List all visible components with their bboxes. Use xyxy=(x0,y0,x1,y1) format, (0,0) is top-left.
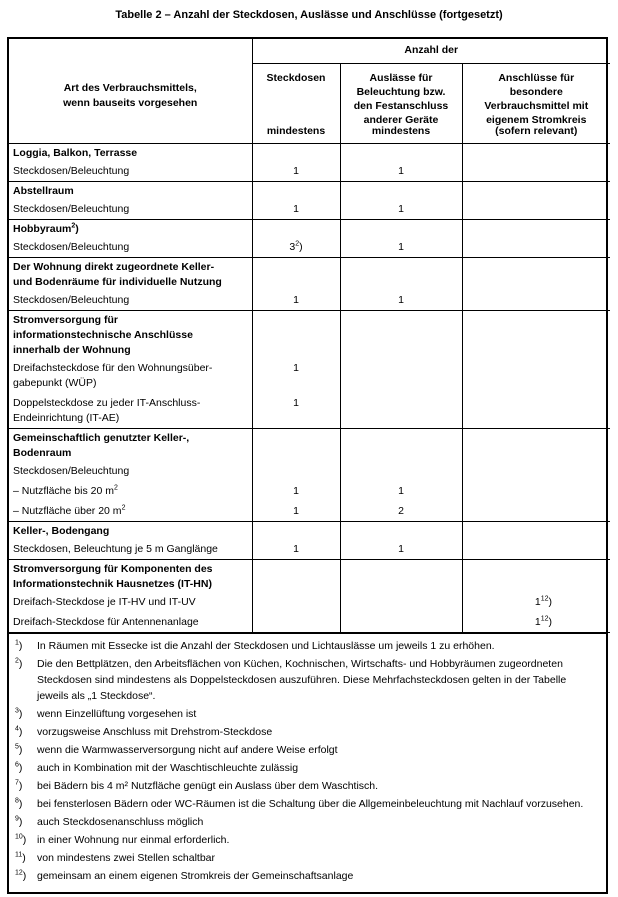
footnote xyxy=(15,814,600,830)
row-label: – Nutzfläche über 20 $m^2$ xyxy=(9,501,252,522)
table-row xyxy=(9,199,610,220)
section-heading-row xyxy=(9,521,610,539)
table-row xyxy=(9,461,610,481)
table-row xyxy=(9,592,610,612)
footnote xyxy=(15,656,600,704)
footnote xyxy=(15,724,600,740)
section-heading-row xyxy=(9,143,610,161)
footnote-mark: $^{10}$) xyxy=(15,833,27,846)
footnote-text: In Räumen mit Essecke ist die Anzahl der Steckdosen und Lichtauslässe um jeweils 1 zu erhöhen. xyxy=(37,639,495,652)
empty-cell xyxy=(340,428,462,461)
footnote-text: von mindestens zwei Stellen schaltbar xyxy=(37,851,216,864)
empty-cell xyxy=(252,219,340,237)
footnote-mark: $^8$) xyxy=(15,797,23,810)
header-anschluesse-label: Anschlüsse für besondere Verbrauchsmittel mit eigenem Stromkreis xyxy=(484,71,589,126)
footnote-mark: $^6$) xyxy=(15,761,23,774)
cell-steckdosen xyxy=(252,592,340,612)
empty-cell xyxy=(462,143,610,161)
section-heading: Loggia, Balkon, Terrasse xyxy=(9,143,252,161)
section-heading-row xyxy=(9,181,610,199)
cell-anschluesse: $1^{12}$) xyxy=(462,612,610,633)
section-heading: Stromversorgung für informationstechnische Anschlüsse innerhalb der Wohnung xyxy=(9,310,252,358)
empty-cell xyxy=(340,181,462,199)
cell-steckdosen: 1 xyxy=(252,358,340,393)
cell-steckdosen: 1 xyxy=(252,539,340,560)
footnote-text: bei fensterlosen Bädern oder WC-Räumen ist die Schaltung über die Allgemeinbeleuchtung mit Nachlauf vorzusehen. xyxy=(37,797,584,810)
empty-cell xyxy=(340,143,462,161)
footnotes xyxy=(9,633,606,892)
cell-steckdosen: $3^2$) xyxy=(252,237,340,258)
cell-steckdosen: 1 xyxy=(252,501,340,522)
cell-steckdosen: 1 xyxy=(252,199,340,220)
table-row xyxy=(9,612,610,633)
empty-cell xyxy=(340,310,462,358)
header-steckdosen xyxy=(252,63,340,143)
cell-anschluesse xyxy=(462,539,610,560)
footnote xyxy=(15,778,600,794)
footnote-mark: $^1$) xyxy=(15,639,23,652)
section-heading-row xyxy=(9,559,610,592)
section-heading: Keller-, Bodengang xyxy=(9,521,252,539)
table-row xyxy=(9,393,610,429)
section-heading-row xyxy=(9,310,610,358)
footnote xyxy=(15,706,600,722)
table-row xyxy=(9,237,610,258)
cell-anschluesse xyxy=(462,481,610,501)
footnote xyxy=(15,832,600,848)
footnote-mark: $^7$) xyxy=(15,779,23,792)
empty-cell xyxy=(340,521,462,539)
row-label: Steckdosen/Beleuchtung xyxy=(9,199,252,220)
cell-anschluesse xyxy=(462,237,610,258)
empty-cell xyxy=(252,257,340,290)
table-row xyxy=(9,539,610,560)
section-heading: Abstellraum xyxy=(9,181,252,199)
row-label: Steckdosen/Beleuchtung xyxy=(9,237,252,258)
cell-steckdosen: 1 xyxy=(252,481,340,501)
footnote xyxy=(15,796,600,812)
footnote xyxy=(15,638,600,654)
cell-anschluesse xyxy=(462,501,610,522)
row-label: Steckdosen/Beleuchtung xyxy=(9,290,252,311)
footnote-text: in einer Wohnung nur einmal erforderlich. xyxy=(37,833,230,846)
outlet-table xyxy=(9,39,610,633)
table-row xyxy=(9,481,610,501)
table-row xyxy=(9,161,610,182)
cell-auslaesse: 1 xyxy=(340,199,462,220)
footnote-mark: $^{12}$) xyxy=(15,869,27,882)
row-label: Dreifach-Steckdose je IT-HV und IT-UV xyxy=(9,592,252,612)
row-label: Steckdosen/Beleuchtung xyxy=(9,461,252,481)
empty-cell xyxy=(462,428,610,461)
cell-auslaesse: 2 xyxy=(340,501,462,522)
cell-steckdosen: 1 xyxy=(252,290,340,311)
empty-cell xyxy=(252,143,340,161)
footnote-mark: $^5$) xyxy=(15,743,23,756)
row-label: Doppelsteckdose zu jeder IT-Anschluss- Endeinrichtung (IT-AE) xyxy=(9,393,252,429)
footnote-mark: $^9$) xyxy=(15,815,23,828)
section-heading-row xyxy=(9,257,610,290)
cell-steckdosen xyxy=(252,612,340,633)
section-heading-row xyxy=(9,219,610,237)
cell-anschluesse xyxy=(462,199,610,220)
footnote-mark: $^3$) xyxy=(15,707,23,720)
empty-cell xyxy=(462,219,610,237)
footnote-text: wenn die Warmwasserversorgung nicht auf andere Weise erfolgt xyxy=(37,743,338,756)
header-mindestens-2: mindestens xyxy=(371,124,431,137)
footnote-text: auch Steckdosenanschluss möglich xyxy=(37,815,204,828)
table-row xyxy=(9,358,610,393)
cell-anschluesse: $1^{12}$) xyxy=(462,592,610,612)
footnote-text: vorzugsweise Anschluss mit Drehstrom-Steckdose xyxy=(37,725,273,738)
cell-anschluesse xyxy=(462,290,610,311)
empty-cell xyxy=(252,181,340,199)
cell-anschluesse xyxy=(462,393,610,429)
row-label: – Nutzfläche bis 20 $m^2$ xyxy=(9,481,252,501)
footnote xyxy=(15,868,600,884)
footnote-mark: $^2$) xyxy=(15,657,23,670)
header-auslaesse xyxy=(340,63,462,143)
empty-cell xyxy=(340,257,462,290)
footnote-mark: $^4$) xyxy=(15,725,23,738)
table-title: Tabelle 2 – Anzahl der Steckdosen, Auslässe und Anschlüsse (fortgesetzt) xyxy=(115,9,503,21)
header-anschluesse xyxy=(462,63,610,143)
cell-anschluesse xyxy=(462,161,610,182)
cell-steckdosen: 1 xyxy=(252,393,340,429)
header-sofern-relevant: (sofern relevant) xyxy=(495,124,578,137)
table-container xyxy=(7,37,608,894)
header-mindestens-1: mindestens xyxy=(266,124,326,137)
cell-anschluesse xyxy=(462,461,610,481)
cell-auslaesse xyxy=(340,393,462,429)
cell-auslaesse: 1 xyxy=(340,539,462,560)
cell-auslaesse: 1 xyxy=(340,161,462,182)
section-heading: Hobbyraum$^2$) xyxy=(9,219,252,237)
footnote-text: bei Bädern bis 4 m² Nutzfläche genügt ein Auslass über dem Waschtisch. xyxy=(37,779,379,792)
empty-cell xyxy=(340,559,462,592)
section-heading-row xyxy=(9,428,610,461)
cell-auslaesse: 1 xyxy=(340,237,462,258)
footnote-text: Die den Bettplätzen, den Arbeitsflächen von Küchen, Kochnischen, Wirtschafts- und Hobbyräumen zugeordneten Steckdosen sind mindestens als Doppelsteckdosen auszuführen. Diese Mehrfachsteckdosen gelten in der Tabelle jeweils als „1 Steckdose“. xyxy=(37,657,567,702)
empty-cell xyxy=(462,310,610,358)
cell-anschluesse xyxy=(462,358,610,393)
footnote xyxy=(15,742,600,758)
empty-cell xyxy=(462,521,610,539)
empty-cell xyxy=(462,559,610,592)
cell-auslaesse xyxy=(340,592,462,612)
cell-steckdosen xyxy=(252,461,340,481)
table-row xyxy=(9,501,610,522)
cell-steckdosen: 1 xyxy=(252,161,340,182)
table-row xyxy=(9,290,610,311)
header-steckdosen-label: Steckdosen xyxy=(266,71,326,84)
empty-cell xyxy=(252,521,340,539)
footnote-mark: $^{11}$) xyxy=(15,851,26,864)
footnote-text: gemeinsam an einem eigenen Stromkreis der Gemeinschaftsanlage xyxy=(37,869,354,882)
header-auslaesse-label: Auslässe für Beleuchtung bzw. den Festanschluss anderer Geräte xyxy=(353,71,449,126)
empty-cell xyxy=(252,310,340,358)
header-art: Art des Verbrauchsmittels, wenn bauseits vorgesehen xyxy=(9,39,252,143)
row-label: Dreifachsteckdose für den Wohnungsüber- gabepunkt (WÜP) xyxy=(9,358,252,393)
section-heading: Gemeinschaftlich genutzter Keller-, Bodenraum xyxy=(9,428,252,461)
cell-auslaesse xyxy=(340,358,462,393)
row-label: Dreifach-Steckdose für Antennenanlage xyxy=(9,612,252,633)
cell-auslaesse: 1 xyxy=(340,290,462,311)
cell-auslaesse xyxy=(340,461,462,481)
footnote-text: wenn Einzellüftung vorgesehen ist xyxy=(37,707,197,720)
section-heading: Der Wohnung direkt zugeordnete Keller- und Bodenräume für individuelle Nutzung xyxy=(9,257,252,290)
header-anzahl: Anzahl der xyxy=(252,39,610,63)
empty-cell xyxy=(462,181,610,199)
cell-auslaesse: 1 xyxy=(340,481,462,501)
row-label: Steckdosen/Beleuchtung xyxy=(9,161,252,182)
empty-cell xyxy=(340,219,462,237)
footnote xyxy=(15,850,600,866)
cell-auslaesse xyxy=(340,612,462,633)
section-heading: Stromversorgung für Komponenten des Informationstechnik Hausnetzes (IT-HN) xyxy=(9,559,252,592)
row-label: Steckdosen, Beleuchtung je 5 m Ganglänge xyxy=(9,539,252,560)
footnote-text: auch in Kombination mit der Waschtischleuchte zulässig xyxy=(37,761,299,774)
empty-cell xyxy=(252,428,340,461)
empty-cell xyxy=(252,559,340,592)
footnote xyxy=(15,760,600,776)
empty-cell xyxy=(462,257,610,290)
